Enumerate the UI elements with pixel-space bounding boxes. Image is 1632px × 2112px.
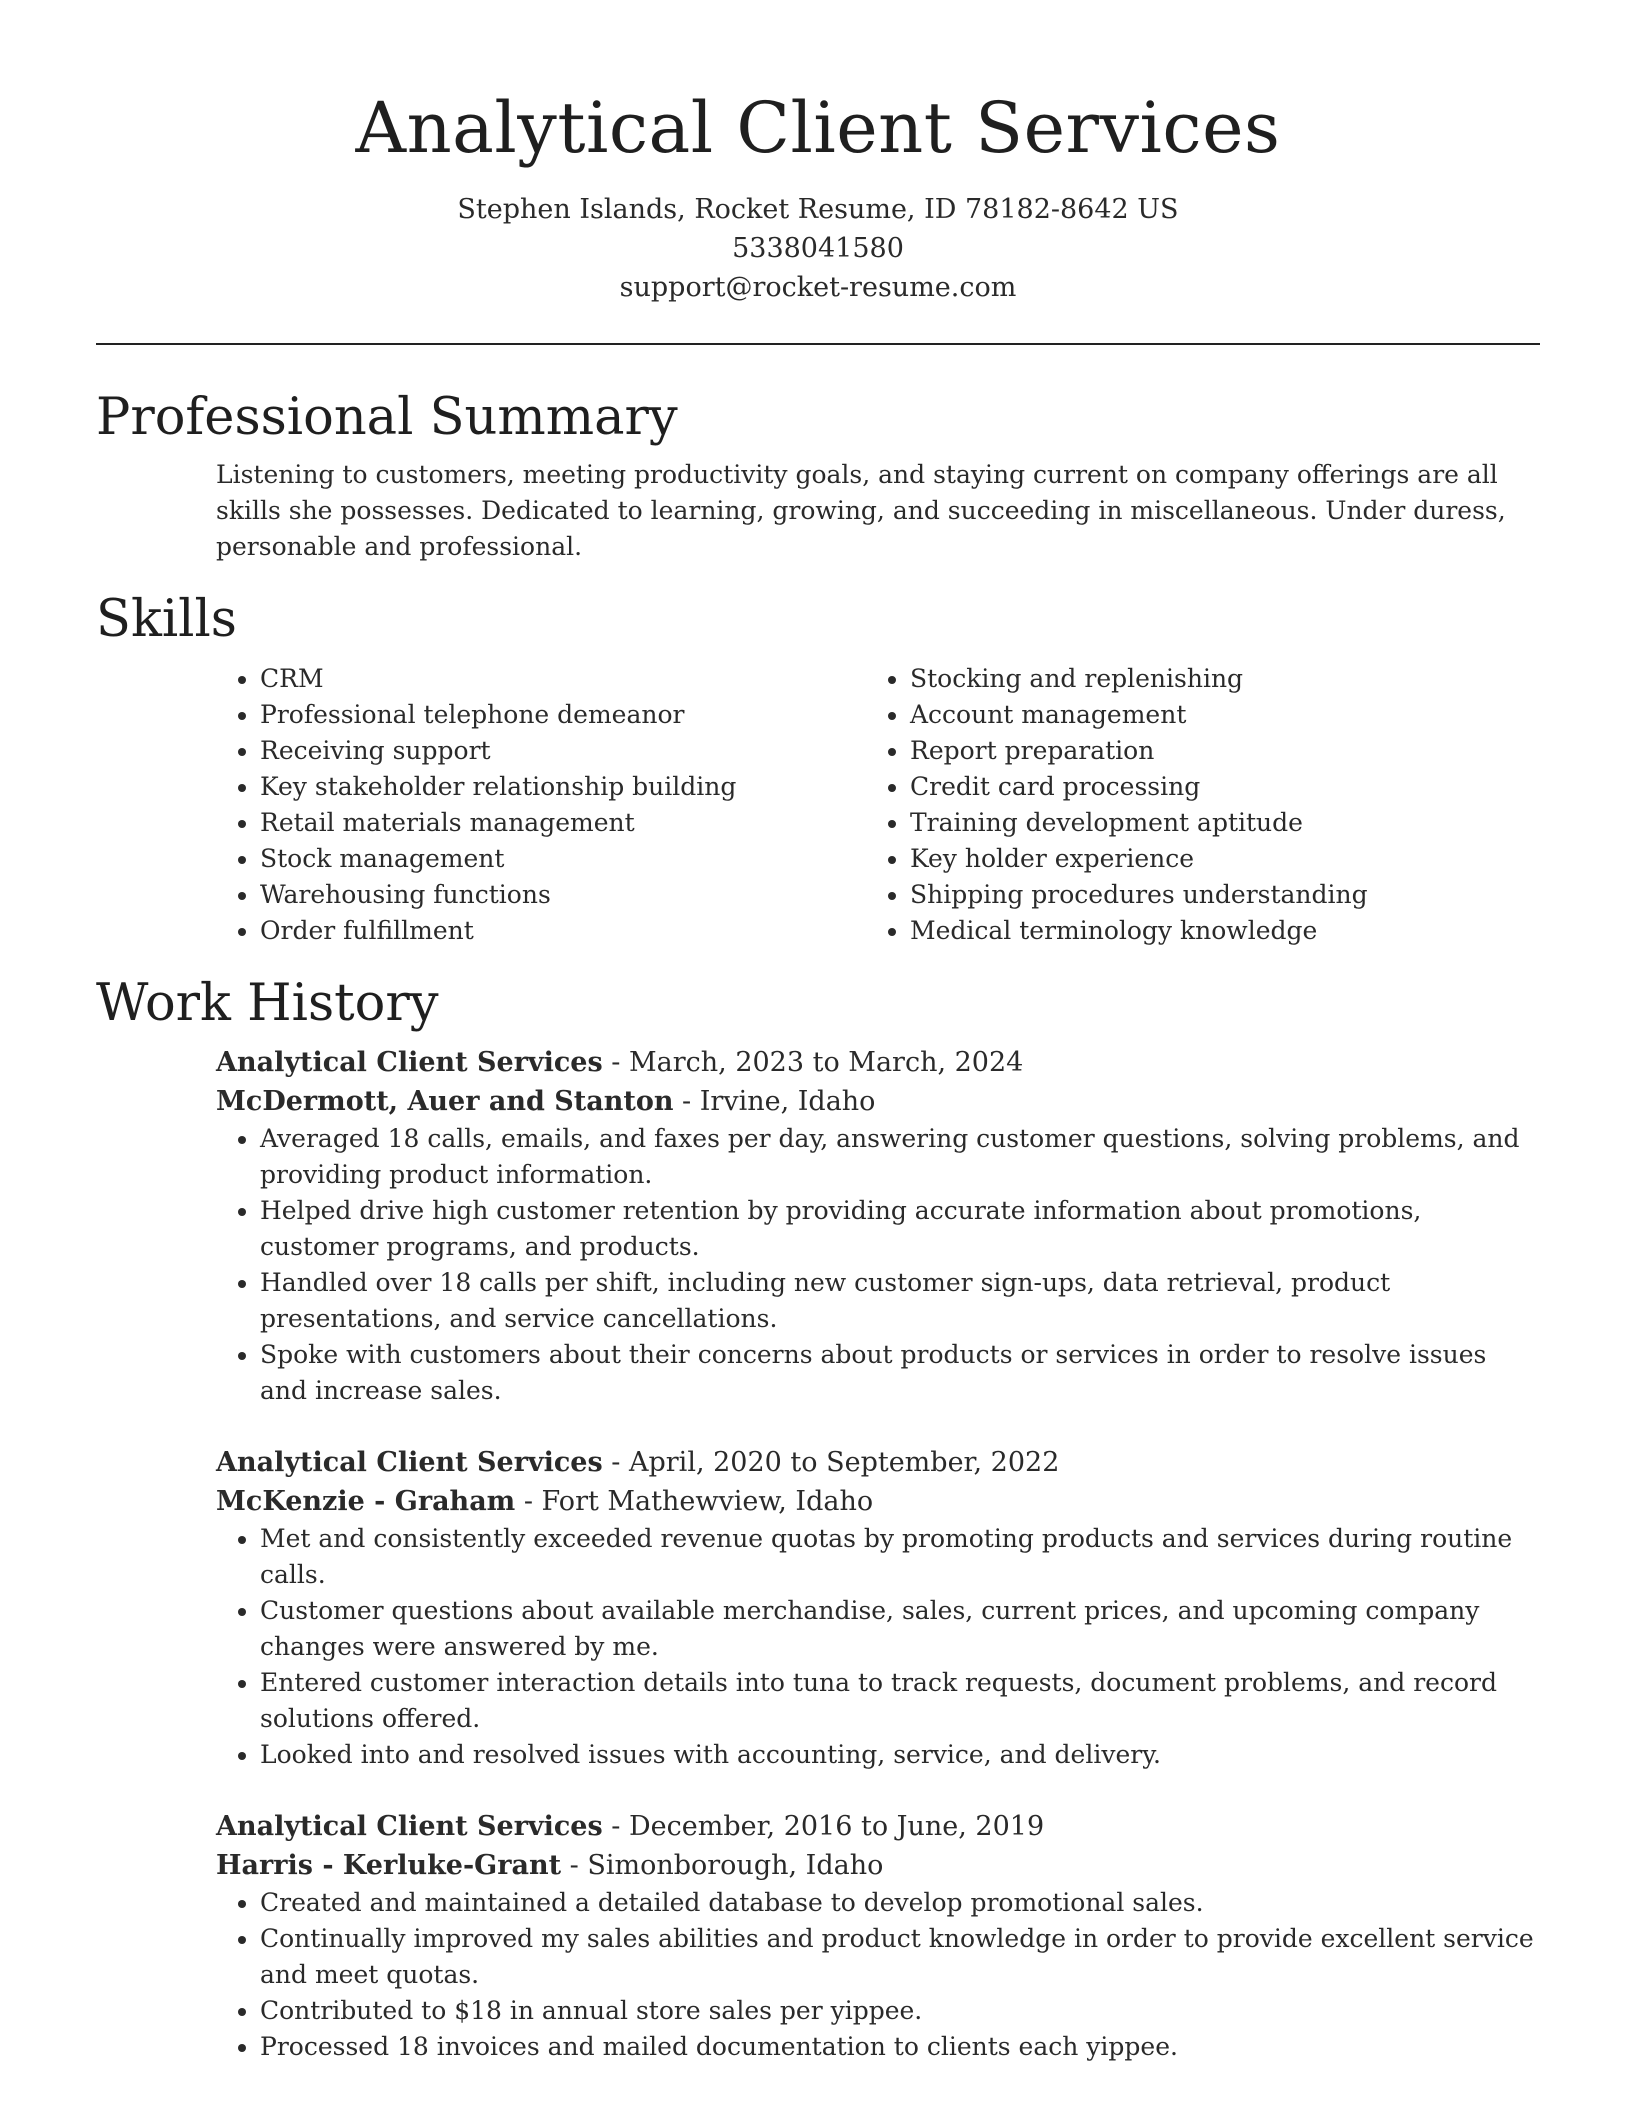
job-bullet: • Entered customer interaction details into tuna to track requests, document problems, and record solutions offered. [260, 1665, 1540, 1737]
skill-item: • Stocking and replenishing [910, 661, 1516, 697]
job-location: - Simonborough, Idaho [561, 1850, 884, 1881]
skill-item: • Training development aptitude [910, 805, 1516, 841]
summary-text: Listening to customers, meeting productivity goals, and staying current on company offerings are all skills she possesses. Dedicated to learning, growing, and succeeding in miscellaneous. Under duress, personable and professional. [216, 460, 1506, 561]
skill-item: • Receiving support [260, 733, 866, 769]
job-bullet: • Created and maintained a detailed database to develop promotional sales. [260, 1885, 1540, 1921]
job-title-line [216, 1443, 1540, 1482]
job-entry [216, 1043, 1540, 1409]
skills-column-right [866, 661, 1516, 949]
skills-grid [216, 661, 1540, 949]
skills-heading: Skills [96, 590, 237, 649]
job-bullet: • Looked into and resolved issues with accounting, service, and delivery. [260, 1737, 1540, 1773]
job-bullet: • Handled over 18 calls per shift, including new customer sign-ups, data retrieval, product presentations, and service cancellations. [260, 1265, 1540, 1337]
job-entry [216, 1807, 1540, 2065]
work-history-heading: Work History [96, 974, 439, 1033]
job-responsibilities [216, 1121, 1540, 1409]
job-company-line [216, 1082, 1540, 1121]
job-dates: - December, 2016 to June, 2019 [602, 1811, 1045, 1842]
resume-page [96, 80, 1540, 2065]
job-title: Analytical Client Services [216, 1811, 603, 1842]
job-title: Analytical Client Services [216, 1047, 603, 1078]
resume-header [96, 80, 1540, 307]
job-company: Harris - Kerluke-Grant [216, 1850, 562, 1881]
job-location: - Irvine, Idaho [673, 1086, 876, 1117]
skill-item: • Medical terminology knowledge [910, 913, 1516, 949]
skill-item: • Credit card processing [910, 769, 1516, 805]
job-company-line [216, 1482, 1540, 1521]
job-responsibilities [216, 1521, 1540, 1773]
summary-heading: Professional Summary [96, 388, 678, 447]
skill-item: • Key stakeholder relationship building [260, 769, 866, 805]
skill-item: • Report preparation [910, 733, 1516, 769]
skill-item: • Key holder experience [910, 841, 1516, 877]
job-location: - Fort Mathewview, Idaho [515, 1486, 874, 1517]
job-responsibilities [216, 1885, 1540, 2065]
skills-column-left [216, 661, 866, 949]
job-bullet: • Spoke with customers about their concerns about products or services in order to resolve issues and increase sales. [260, 1337, 1540, 1409]
skill-item: • Account management [910, 697, 1516, 733]
job-bullet: • Averaged 18 calls, emails, and faxes per day, answering customer questions, solving problems, and providing product information. [260, 1121, 1540, 1193]
job-bullet: • Processed 18 invoices and mailed documentation to clients each yippee. [260, 2029, 1540, 2065]
skill-item: • Stock management [260, 841, 866, 877]
skill-item: • Professional telephone demeanor [260, 697, 866, 733]
job-company: McKenzie - Graham [216, 1486, 516, 1517]
job-title: Analytical Client Services [216, 1447, 603, 1478]
header-divider [96, 343, 1540, 345]
job-bullet: • Met and consistently exceeded revenue quotas by promoting products and services during routine calls. [260, 1521, 1540, 1593]
contact-email: support@rocket-resume.com [619, 272, 1017, 303]
job-bullet: • Customer questions about available merchandise, sales, current prices, and upcoming company changes were answered by me. [260, 1593, 1540, 1665]
candidate-name: Analytical Client Services [355, 87, 1281, 169]
job-company-line [216, 1846, 1540, 1885]
skill-item: • Shipping procedures understanding [910, 877, 1516, 913]
summary-section [96, 385, 1540, 565]
job-dates: - March, 2023 to March, 2024 [602, 1047, 1024, 1078]
skills-section [96, 587, 1540, 949]
job-company: McDermott, Auer and Stanton [216, 1086, 674, 1117]
job-dates: - April, 2020 to September, 2022 [602, 1447, 1060, 1478]
contact-info [96, 190, 1540, 307]
job-title-line [216, 1043, 1540, 1082]
skill-item: • Retail materials management [260, 805, 866, 841]
job-bullet: • Contributed to $18 in annual store sales per yippee. [260, 1993, 1540, 2029]
contact-address: Stephen Islands, Rocket Resume, ID 78182-8642 US [457, 194, 1179, 225]
job-title-line [216, 1807, 1540, 1846]
work-history-section [96, 971, 1540, 2065]
job-bullet: • Continually improved my sales abilities and product knowledge in order to provide excellent service and meet quotas. [260, 1921, 1540, 1993]
job-entry [216, 1443, 1540, 1773]
skill-item: • CRM [260, 661, 866, 697]
contact-phone: 5338041580 [732, 233, 904, 264]
skill-item: • Warehousing functions [260, 877, 866, 913]
job-bullet: • Helped drive high customer retention by providing accurate information about promotions, customer programs, and products. [260, 1193, 1540, 1265]
skill-item: • Order fulfillment [260, 913, 866, 949]
